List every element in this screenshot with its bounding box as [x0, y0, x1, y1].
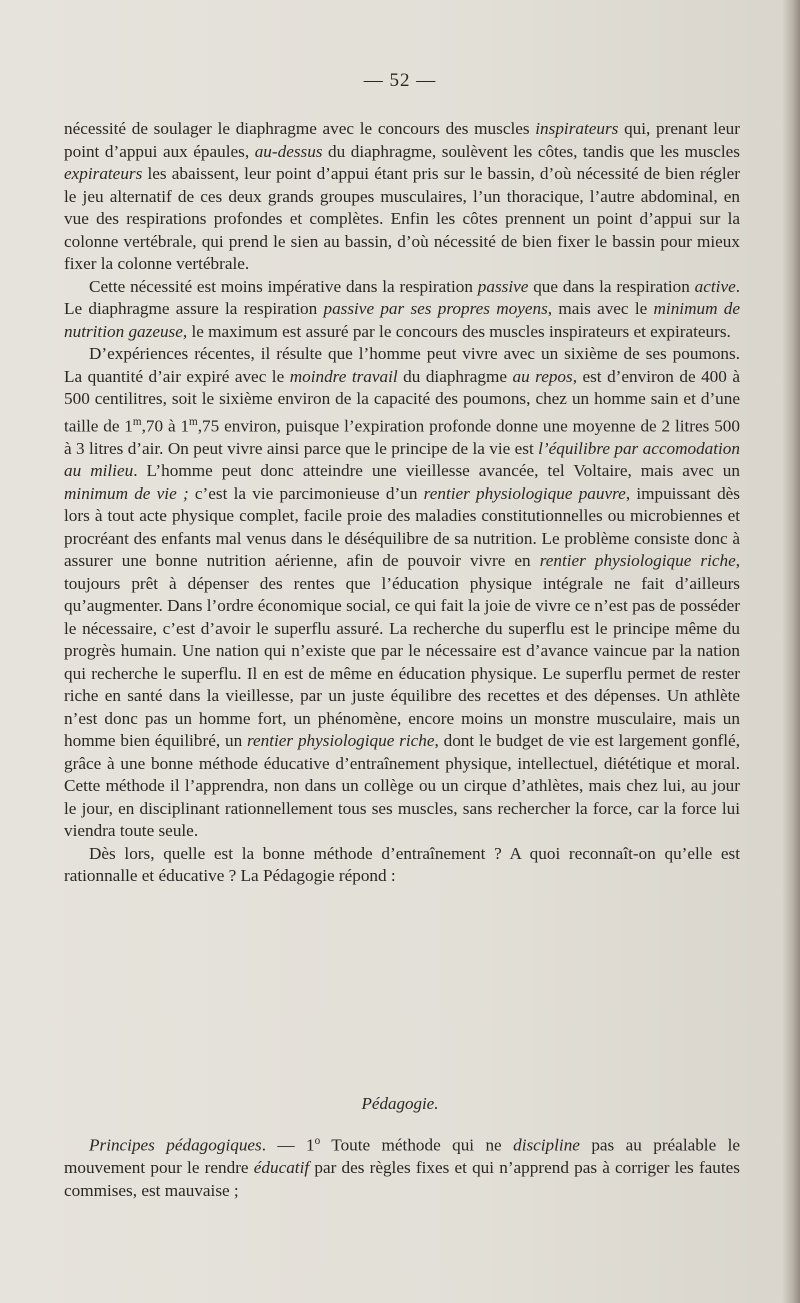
- paragraph: [64, 343, 740, 843]
- italic-text: rentier physiologique riche: [539, 551, 736, 571]
- text-run: Cette nécessité est moins impérative dans la respiration: [89, 276, 478, 296]
- italic-text: expirateurs: [64, 164, 143, 183]
- page-number: — 52 —: [363, 70, 437, 91]
- text-run: , le maximum est assuré par le concours des muscles inspirateurs et expirateurs.: [182, 321, 731, 341]
- text-run: D’expériences récentes, il résulte que l’homme peut vivre avec un sixième de ses poumons. La quantité d’air expiré avec le: [64, 344, 740, 386]
- italic-text: passive: [477, 276, 529, 296]
- main-text-block: [64, 118, 740, 888]
- italic-text: éducatif: [253, 1158, 310, 1178]
- italic-text: au-dessus: [254, 141, 323, 161]
- paragraph: [64, 1130, 740, 1202]
- text-run: . — 1: [261, 1135, 315, 1155]
- text-run: . L’homme peut donc atteindre une vieillesse avancée, tel Voltaire, mais avec un: [133, 461, 740, 481]
- text-run: du diaphragme, soulèvent les côtes, tandis que les muscles: [322, 141, 740, 161]
- italic-text: passive par ses propres moyens: [323, 299, 548, 318]
- principles-text-block: [64, 1130, 740, 1202]
- section-title: Pédagogie.: [361, 1094, 439, 1113]
- paragraph: [64, 843, 740, 888]
- italic-text: au repos: [512, 366, 573, 386]
- italic-text: discipline: [513, 1135, 580, 1155]
- italic-text: Principes pédagogiques: [89, 1135, 262, 1155]
- italic-text: active: [694, 276, 736, 296]
- paragraph: [64, 276, 740, 344]
- text-run: pas au préalable le mouvement pour le rendre: [64, 1135, 741, 1178]
- text-run: . Le diaphragme assure la respiration: [64, 276, 740, 318]
- text-run: Toute méthode qui ne: [320, 1135, 514, 1155]
- italic-text: minimum de nutrition gazeuse: [64, 299, 740, 341]
- italic-text: inspirateurs: [535, 119, 619, 138]
- text-run: par des règles fixes et qui n’apprend pas à corriger les fautes commises, est mauvaise ;: [64, 1158, 740, 1200]
- text-run: du diaphragme: [397, 366, 513, 386]
- superscript: o: [314, 1135, 321, 1147]
- paragraph: [64, 118, 740, 276]
- superscript: m: [189, 415, 198, 428]
- text-run: les abaissent, leur point d’appui étant pris sur le bassin, d’où nécessité de bien régler le jeu alternatif de ces deux grands groupes musculaires, l’un thoracique, l’autre abdominal, en vue des respirations profondes et complètes. Enfin les côtes prennent un point d’appui sur la colonne vertébrale, qui prend le sien au bassin, d’où nécessité de bien fixer le bassin pour mieux fixer la colonne vertébrale.: [64, 164, 740, 273]
- italic-text: moindre travail: [289, 366, 398, 386]
- text-run: que dans la respiration: [528, 276, 695, 296]
- text-run: , toujours prêt à dépenser des rentes que l’éducation physique intégrale ne fait d’ailleurs qu’augmenter. Dans l’ordre économique social, ce qui fait la joie de vivre ce n’est pas de posséder le nécessaire, c’est d’avoir le superflu assuré. La recherche du superflu est le principe même du progrès humain. Une nation qui n’existe que par le nécessaire est d’avance vaincue par la nation qui recherche le superflu. Il en est de même en éducation physique. Le superflu permet de rester riche en santé dans la vieillesse, par un juste équilibre des recettes et des dépenses. Un athlète n’est donc pas un homme fort, un phénomène, encore moins un monstre musculaire, mais un homme bien équilibré, un: [64, 551, 740, 751]
- italic-text: rentier physiologique pauvre: [423, 483, 626, 503]
- text-run: Dès lors, quelle est la bonne méthode d’entraînement ? A quoi reconnaît-on qu’elle est rationnalle et éducative ? La Pédagogie répond :: [64, 843, 740, 886]
- text-run: qui, prenant leur point d’appui aux épaules,: [64, 119, 740, 161]
- text-run: , impuissant dès lors à tout acte physique complet, facile proie des maladies constitutionnelles ou microbiennes et procréant des enfants mal venus dans le déséquilibre de sa nutrition. Le problème consiste donc à assurer une bonne nutrition aérienne, afin de pouvoir vivre en: [64, 483, 740, 571]
- text-run: c’est la vie parcimonieuse d’un: [188, 483, 424, 503]
- text-run: , est d’environ de 400 à 500 centilitres, soit le sixième environ de la capacité des poumons, chez un homme sain et d’une taille de 1: [64, 366, 740, 436]
- italic-text: l’équilibre par accomodation au milieu: [64, 438, 740, 481]
- italic-text: minimum de vie ;: [64, 483, 189, 503]
- italic-text: rentier physiologique riche: [246, 731, 435, 751]
- text-run: nécessité de soulager le diaphragme avec le concours des muscles: [64, 119, 536, 138]
- superscript: m: [132, 415, 142, 428]
- text-run: ,75 environ, puisque l’expiration profonde donne une moyenne de 2 litres 500 à 3 litres d’air. On peut vivre ainsi parce que le principe de la vie est: [64, 416, 740, 458]
- text-run: , dont le budget de vie est largement gonflé, grâce à une bonne méthode éducative d’entraînement physique, intellectuel, diététique et moral. Cette méthode il l’apprendra, non dans un collège ou un cirque d’athlètes, mais chez lui, au jour le jour, en disciplinant rationnellement tous ses muscles, sans rechercher la force, car la force lui viendra toute seule.: [64, 731, 740, 841]
- text-run: ,70 à 1: [141, 416, 190, 436]
- text-run: , mais avec le: [547, 299, 654, 318]
